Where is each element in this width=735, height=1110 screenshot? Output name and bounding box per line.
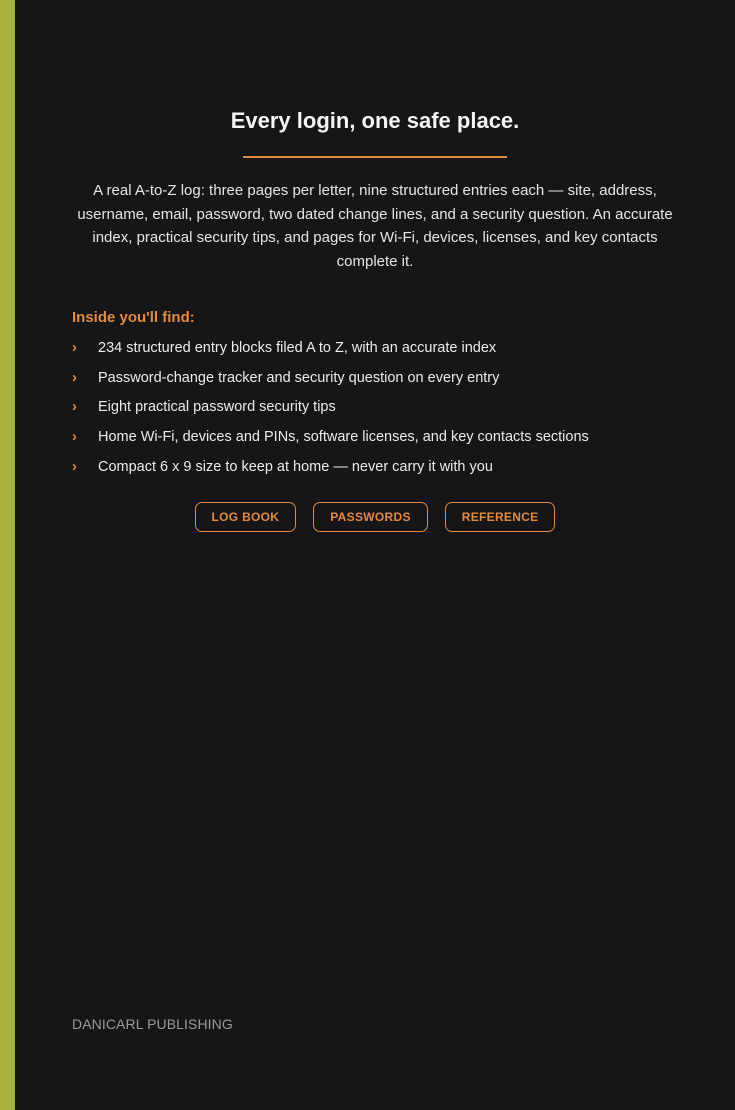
chevron-right-icon: › bbox=[72, 340, 77, 356]
feature-text: Eight practical password security tips bbox=[98, 399, 336, 416]
feature-text: 234 structured entry blocks filed A to Z, with an accurate index bbox=[98, 340, 497, 356]
feature-item bbox=[72, 337, 678, 367]
feature-item bbox=[72, 396, 678, 426]
chevron-right-icon: › bbox=[72, 429, 77, 446]
feature-text: Compact 6 x 9 size to keep at home — never carry it with you bbox=[98, 458, 493, 475]
publisher-name: DANICARL PUBLISHING bbox=[72, 1016, 233, 1032]
chevron-right-icon: › bbox=[72, 458, 77, 475]
tag-log-book: LOG BOOK bbox=[195, 502, 297, 532]
chevron-right-icon: › bbox=[72, 369, 77, 386]
feature-list bbox=[72, 337, 678, 485]
feature-item bbox=[72, 456, 678, 486]
feature-item bbox=[72, 426, 678, 456]
tag-reference: REFERENCE bbox=[445, 502, 556, 532]
headline: Every login, one safe place. bbox=[230, 108, 520, 133]
feature-text: Password-change tracker and security question on every entry bbox=[98, 369, 500, 386]
feature-item bbox=[72, 367, 678, 397]
headline-divider bbox=[243, 156, 507, 158]
tag-row bbox=[72, 502, 678, 532]
description: A real A-to-Z log: three pages per letter, nine structured entries each — site, address, username, email, password, two dated change lines, and a security question. An accurate index, practical security tips, and pages for Wi-Fi, devices, licenses, and key contacts complete it. bbox=[77, 182, 673, 270]
feature-text: Home Wi-Fi, devices and PINs, software licenses, and key contacts sections bbox=[98, 429, 589, 446]
spine-stripe bbox=[0, 0, 15, 1110]
chevron-right-icon: › bbox=[72, 399, 77, 416]
tag-passwords: PASSWORDS bbox=[313, 502, 427, 532]
inside-heading: Inside you'll find: bbox=[72, 309, 195, 326]
